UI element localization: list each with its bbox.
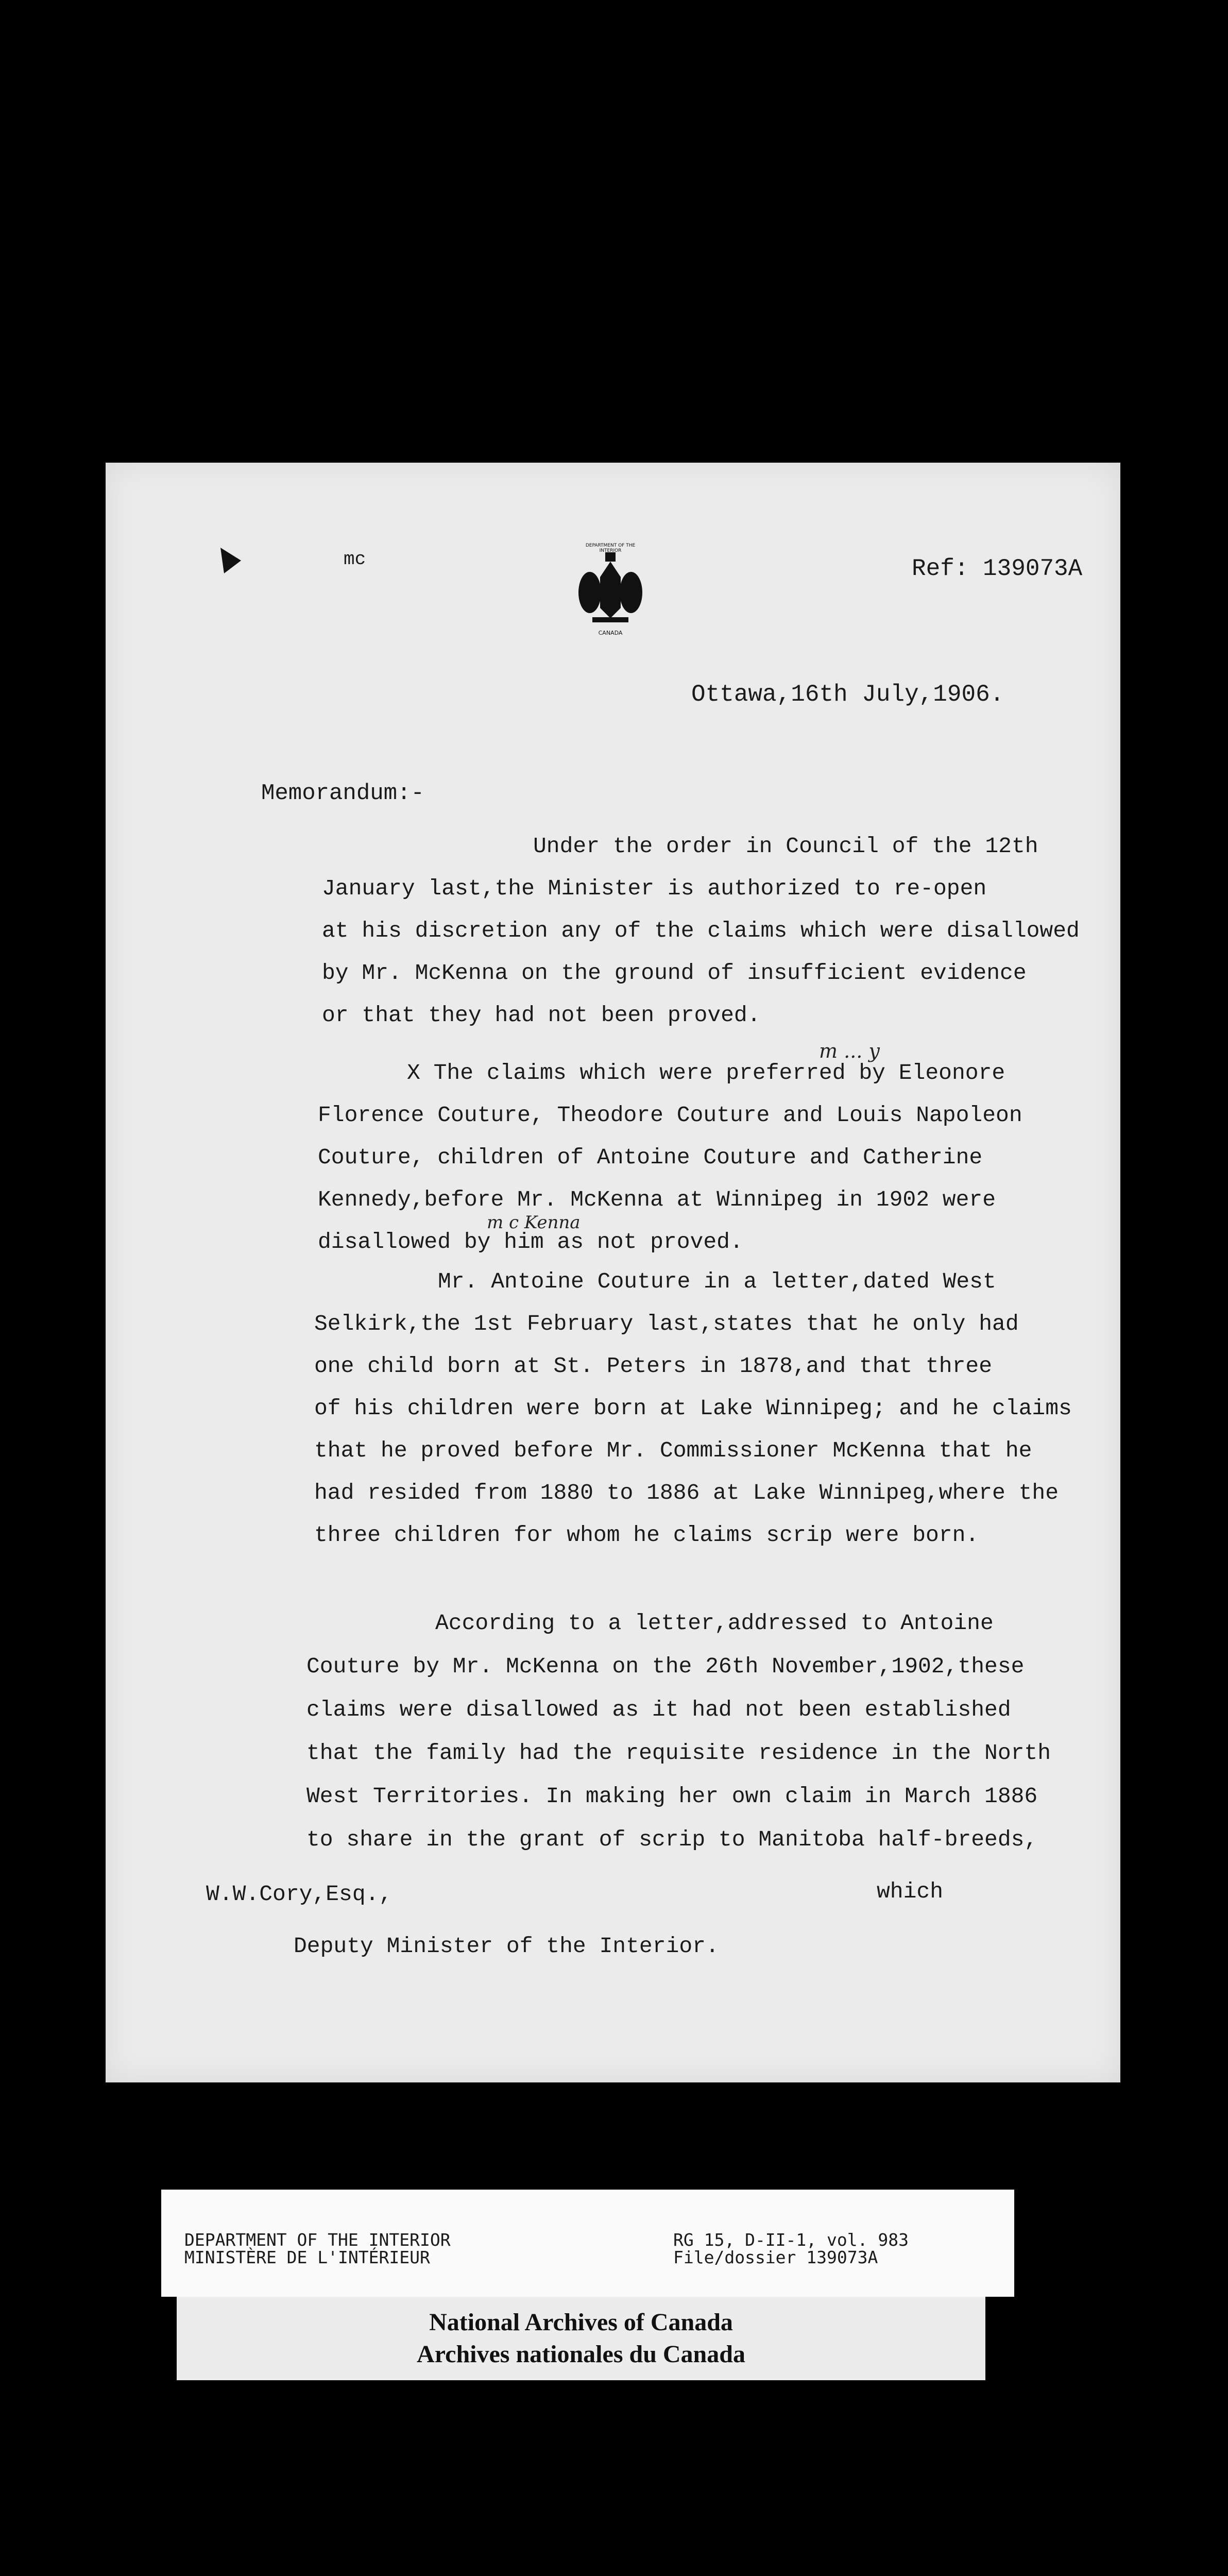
archive-reference-label xyxy=(161,2190,1014,2297)
paragraph-line: Couture, children of Antoine Couture and Catherine xyxy=(318,1145,983,1170)
ink-mark xyxy=(218,545,244,576)
paragraph-line: that he proved before Mr. Commissioner McKenna that he xyxy=(314,1438,1032,1463)
place-date: Ottawa,16th July,1906. xyxy=(691,681,1004,708)
paragraph-line: Couture by Mr. McKenna on the 26th November,1902,these xyxy=(306,1654,1025,1679)
paragraph-line: According to a letter,addressed to Antoine xyxy=(435,1611,994,1636)
department-name-en: DEPARTMENT OF THE INTERIOR xyxy=(184,2230,451,2250)
archives-name-fr: Archives nationales du Canada xyxy=(417,2341,745,2368)
archives-name-en: National Archives of Canada xyxy=(429,2309,733,2336)
crest-icon xyxy=(561,541,659,644)
paragraph-line: that the family had the requisite residence in the North xyxy=(306,1740,1051,1766)
paragraph-line: of his children were born at Lake Winnipeg; and he claims xyxy=(314,1396,1072,1421)
document-page xyxy=(106,463,1120,2082)
paragraph-line: Selkirk,the 1st February last,states that he only had xyxy=(314,1311,1019,1336)
paragraph-line: Kennedy,before Mr. McKenna at Winnipeg in 1902 were xyxy=(318,1187,996,1212)
addressee-name: W.W.Cory,Esq., xyxy=(206,1882,393,1907)
paragraph-line: claims were disallowed as it had not been established xyxy=(306,1697,1011,1722)
salutation: Memorandum:- xyxy=(261,781,424,806)
archives-name-label xyxy=(177,2297,985,2380)
paragraph-line: one child born at St. Peters in 1878,and that three xyxy=(314,1353,993,1379)
paragraph-line: X The claims which were preferred by Eleonore xyxy=(407,1060,1005,1086)
paragraph-line: disallowed by him as not proved. xyxy=(318,1229,743,1255)
paragraph-line: to share in the grant of scrip to Manitoba half-breeds, xyxy=(306,1827,1038,1852)
paragraph-line: three children for whom he claims scrip were born. xyxy=(314,1522,979,1548)
crest-text-bottom: CANADA xyxy=(598,630,623,636)
handwritten-note: m ... y xyxy=(819,1040,880,1062)
paragraph-line: Mr. Antoine Couture in a letter,dated West xyxy=(438,1269,996,1294)
initials: mc xyxy=(344,549,366,570)
addressee-title: Deputy Minister of the Interior. xyxy=(294,1934,719,1959)
record-group: RG 15, D-II-1, vol. 983 xyxy=(673,2230,909,2250)
paragraph-line: Florence Couture, Theodore Couture and Louis Napoleon xyxy=(318,1103,1022,1128)
paragraph-line: January last,the Minister is authorized to re-open xyxy=(322,876,987,901)
paragraph-line: by Mr. McKenna on the ground of insufficient evidence xyxy=(322,960,1027,986)
paragraph-line: had resided from 1880 to 1886 at Lake Winnipeg,where the xyxy=(314,1480,1059,1505)
department-crest xyxy=(561,541,659,644)
paragraph-line: at his discretion any of the claims which were disallowed xyxy=(322,918,1080,943)
handwritten-note: m c Kenna xyxy=(487,1212,581,1233)
paragraph-line: West Territories. In making her own claim in March 1886 xyxy=(306,1784,1038,1809)
paragraph-line: or that they had not been proved. xyxy=(322,1003,761,1028)
file-number: File/dossier 139073A xyxy=(673,2247,878,2267)
reference-number: Ref: 139073A xyxy=(912,555,1083,582)
continuation-word: which xyxy=(877,1879,944,1904)
paragraph-line: Under the order in Council of the 12th xyxy=(533,834,1038,859)
department-name-fr: MINISTÈRE DE L'INTÉRIEUR xyxy=(184,2247,430,2267)
crest-text-top: DEPARTMENT OF THE INTERIOR xyxy=(585,543,636,553)
